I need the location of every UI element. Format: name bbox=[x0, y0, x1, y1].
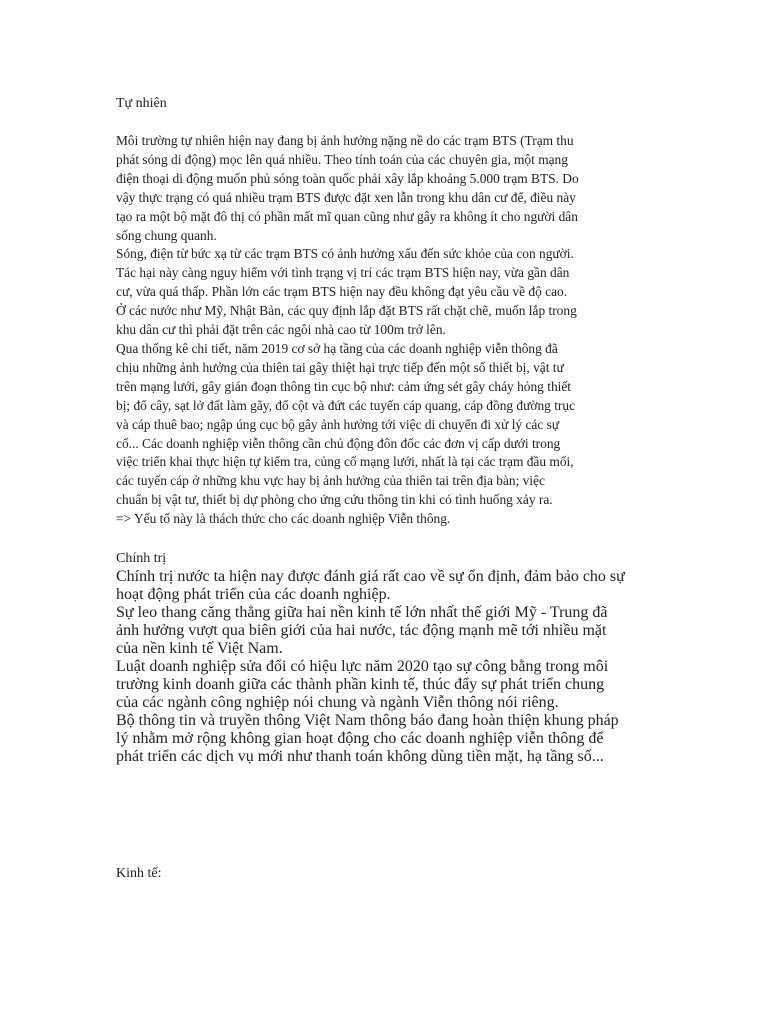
body-line: Bộ thông tin và truyền thông Việt Nam thông báo đang hoàn thiện khung pháp bbox=[116, 712, 619, 729]
body-line: Sự leo thang căng thẳng giữa hai nền kinh tế lớn nhất thế giới Mỹ - Trung đã bbox=[116, 604, 608, 621]
section-heading-politics: Chính trị bbox=[116, 551, 167, 566]
body-line: tạo ra một bộ mặt đô thị có phần mất mĩ quan cũng như gây ra không ít cho người dân bbox=[116, 208, 578, 224]
body-line: và cáp thuê bao; ngập úng cục bộ gây ảnh hưởng tới việc di chuyển đi xử lý các sự bbox=[116, 416, 560, 432]
body-line: phát sóng di động) mọc lên quá nhiều. Theo tính toán của các chuyên gia, một mạng bbox=[116, 151, 568, 167]
body-line: Sóng, điện từ bức xạ từ các trạm BTS có ảnh hưởng xấu đến sức khỏe của con người. bbox=[116, 246, 574, 262]
body-line: việc triển khai thực hiện tự kiểm tra, củng cố mạng lưới, nhất là tại các trạm đầu mối, bbox=[116, 454, 574, 470]
body-line: Chính trị nước ta hiện nay được đánh giá rất cao về sự ổn định, đảm bảo cho sự bbox=[116, 568, 625, 585]
natural-section-body bbox=[116, 132, 579, 529]
section-heading-natural: Tự nhiên bbox=[116, 96, 167, 111]
body-line: phát triển các dịch vụ mới như thanh toán không dùng tiền mặt, hạ tầng số... bbox=[116, 748, 604, 765]
body-line: Qua thống kê chi tiết, năm 2019 cơ sở hạ tầng của các doanh nghiệp viễn thông đã bbox=[116, 340, 558, 356]
body-line: cố... Các doanh nghiệp viễn thông cần chủ động đôn đốc các đơn vị cấp dưới trong bbox=[116, 435, 561, 451]
body-line: của nền kinh tế Việt Nam. bbox=[116, 640, 283, 657]
body-line: hoạt động phát triển của các doanh nghiệp. bbox=[116, 586, 391, 603]
body-line: Tác hại này càng nguy hiểm với tình trạng vị trí các trạm BTS hiện nay, vừa gần dân bbox=[116, 265, 570, 281]
body-line: khu dân cư thì phải đặt trên các ngôi nhà cao từ 100m trở lên. bbox=[116, 322, 446, 338]
body-line: Luật doanh nghiệp sửa đổi có hiệu lực năm 2020 tạo sự công bằng trong môi bbox=[116, 658, 609, 675]
section-heading-economy: Kinh tế: bbox=[116, 866, 162, 881]
body-line: vậy thực trạng có quá nhiều trạm BTS được đặt xen lẫn trong khu dân cư để, điều này bbox=[116, 189, 576, 205]
body-line: chuẩn bị vật tư, thiết bị dự phòng cho ứng cứu thông tin khi có tình huống xảy ra. bbox=[116, 492, 553, 508]
conclusion-line: => Yếu tố này là thách thức cho các doanh nghiệp Viễn thông. bbox=[116, 511, 451, 527]
body-line: các tuyến cáp ở những khu vực hay bị ảnh hưởng của thiên tai trên địa bàn; việc bbox=[116, 473, 545, 489]
body-line: Môi trường tự nhiên hiện nay đang bị ảnh hưởng nặng nề do các trạm BTS (Trạm thu bbox=[116, 133, 574, 148]
body-line: lý nhằm mở rộng không gian hoạt động cho các doanh nghiệp viễn thông để bbox=[116, 730, 604, 747]
body-line: chịu những ảnh hưởng của thiên tai gây thiệt hại trực tiếp đến một số thiết bị, vật tư bbox=[116, 359, 564, 375]
body-line: Ở các nước như Mỹ, Nhật Bản, các quy định lắp đặt BTS rất chặt chẽ, muốn lắp trong bbox=[116, 303, 577, 319]
body-line: sống chung quanh. bbox=[116, 227, 217, 243]
body-line: điện thoại di động muốn phủ sóng toàn quốc phải xây lắp khoảng 5.000 trạm BTS. Do bbox=[116, 170, 579, 186]
body-line: trường kinh doanh giữa các thành phần kinh tế, thúc đẩy sự phát triển chung bbox=[116, 676, 605, 693]
body-line: ảnh hưởng vượt qua biên giới của hai nước, tác động mạnh mẽ tới nhiều mặt bbox=[116, 622, 607, 639]
body-line: cư, vừa quá thấp. Phần lớn các trạm BTS hiện nay đều không đạt yêu cầu về độ cao. bbox=[116, 284, 568, 300]
body-line: bị; đổ cây, sạt lở đất làm gãy, đổ cột và đứt các tuyến cáp quang, cáp đồng đường trục bbox=[116, 397, 576, 413]
body-line: trên mạng lưới, gây gián đoạn thông tin cục bộ như: cảm ứng sét gây cháy hỏng thiết bbox=[116, 378, 572, 394]
politics-section-body bbox=[116, 568, 625, 766]
body-line: của các ngành công nghiệp nói chung và ngành Viễn thông nói riêng. bbox=[116, 694, 559, 711]
